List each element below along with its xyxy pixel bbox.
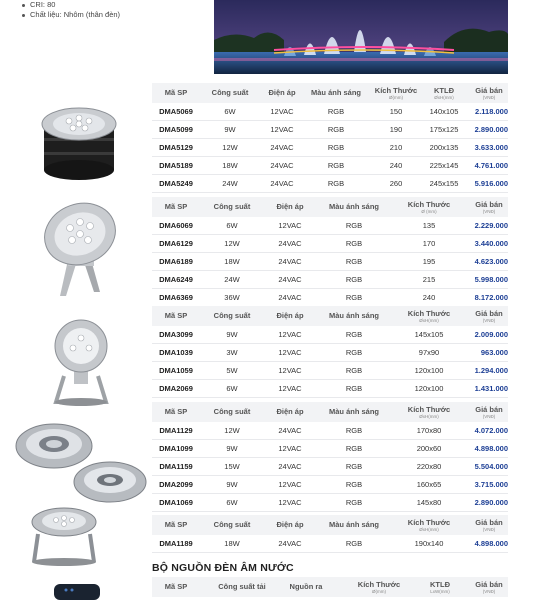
- cell-price: 5.504.000: [474, 462, 508, 471]
- cell-size: 150: [389, 107, 403, 116]
- table-dma60: [152, 197, 508, 307]
- table-row: [152, 175, 508, 193]
- cell-sku: DMA1069: [159, 498, 193, 507]
- col-color: Màu ánh sáng: [328, 311, 379, 320]
- col-sku: Mã SP: [164, 202, 188, 211]
- spec-list: [22, 0, 120, 20]
- cell-sku: DMA6189: [159, 257, 193, 266]
- cell-price: 4.072.000: [474, 426, 508, 435]
- cell-power: 15W: [224, 462, 240, 471]
- cell-size: 145x105: [414, 330, 444, 339]
- cell-power: 24W: [224, 275, 240, 284]
- cell-price: 4.761.000: [474, 161, 508, 170]
- table-row: [152, 139, 508, 157]
- col-size-unit: ØxH(mm): [419, 413, 439, 419]
- cell-color: RGB: [327, 107, 345, 116]
- cell-price: 4.623.000: [474, 257, 508, 266]
- col-voltage: Điện áp: [268, 88, 296, 97]
- cell-color: RGB: [345, 348, 363, 357]
- cell-power: 3W: [226, 348, 238, 357]
- cell-size: 120x100: [414, 366, 444, 375]
- cell-color: RGB: [345, 239, 363, 248]
- table-dma30: [152, 306, 508, 398]
- cell-size: 215: [422, 275, 436, 284]
- table-row: [152, 121, 508, 139]
- cell-cut: 140x105: [429, 107, 459, 116]
- col-color: Màu ánh sáng: [310, 88, 361, 97]
- cell-voltage: 24VAC: [278, 539, 302, 548]
- cell-voltage: 12VAC: [278, 480, 302, 489]
- cell-size: 195: [422, 257, 436, 266]
- col-voltage: Điện áp: [276, 520, 304, 529]
- cell-price: 3.633.000: [474, 143, 508, 152]
- table-dma11: [152, 402, 508, 512]
- cell-price: 4.898.000: [474, 539, 508, 548]
- cell-color: RGB: [345, 293, 363, 302]
- col-sku: Mã SP: [164, 311, 188, 320]
- col-voltage: Điện áp: [276, 407, 304, 416]
- cell-size: 210: [389, 143, 403, 152]
- cell-size: 260: [389, 179, 403, 188]
- cell-sku: DMA1059: [159, 366, 193, 375]
- table-header: [152, 515, 508, 535]
- col-price: Giá bán: [475, 199, 503, 209]
- col-size: Kích Thước: [407, 404, 451, 414]
- table-power-supply: [152, 577, 508, 597]
- table-row: [152, 271, 508, 289]
- cell-power: 9W: [224, 125, 236, 134]
- cell-power: 12W: [224, 426, 240, 435]
- cell-size: 200x60: [416, 444, 442, 453]
- cell-color: RGB: [327, 161, 345, 170]
- table-header: [152, 83, 508, 103]
- cell-price: 2.229.000: [474, 221, 508, 230]
- cell-voltage: 12VAC: [278, 221, 302, 230]
- cell-price: 4.898.000: [474, 444, 508, 453]
- cell-color: RGB: [345, 366, 363, 375]
- table-row: [152, 440, 508, 458]
- table-header: [152, 577, 508, 597]
- product-image-dma11: [14, 414, 150, 511]
- cell-power: 9W: [226, 330, 238, 339]
- cell-sku: DMA5129: [159, 143, 193, 152]
- cell-color: RGB: [345, 257, 363, 266]
- spec-item: Chất liệu: Nhôm (thân đèn): [22, 10, 120, 20]
- cell-voltage: 24VAC: [278, 257, 302, 266]
- cell-sku: DMA2069: [159, 384, 193, 393]
- table-row: [152, 535, 508, 553]
- cell-voltage: 24VAC: [278, 462, 302, 471]
- cell-cut: 245x155: [429, 179, 459, 188]
- table-header: [152, 306, 508, 326]
- cell-voltage: 24VAC: [278, 239, 302, 248]
- cell-color: RGB: [345, 275, 363, 284]
- col-size-unit: ØxH(mm): [419, 526, 439, 532]
- cell-color: RGB: [327, 179, 345, 188]
- col-price: Giá bán: [475, 308, 503, 318]
- cell-sku: DMA1189: [159, 539, 193, 548]
- cell-power: 6W: [226, 384, 238, 393]
- cell-voltage: 24VAC: [270, 179, 294, 188]
- col-cut: KTLĐ: [434, 85, 454, 95]
- cell-color: RGB: [345, 444, 363, 453]
- section-title-power-supply: BỘ NGUỒN ĐÈN ÂM NƯỚC: [152, 562, 294, 574]
- spec-item: CRI: 80: [22, 0, 120, 10]
- cell-cut: 175x125: [429, 125, 459, 134]
- cell-voltage: 12VAC: [270, 107, 294, 116]
- col-price-unit: (VNĐ): [482, 94, 496, 100]
- cell-color: RGB: [345, 330, 363, 339]
- cell-voltage: 24VAC: [270, 143, 294, 152]
- table-row: [152, 326, 508, 344]
- table-row: [152, 362, 508, 380]
- col-price: Giá bán: [475, 517, 503, 527]
- cell-price: 8.172.000: [474, 293, 508, 302]
- cell-sku: DMA1129: [159, 426, 193, 435]
- col-size-unit: Ø (mm): [421, 208, 437, 214]
- cell-power: 18W: [222, 161, 238, 170]
- cell-size: 120x100: [414, 384, 444, 393]
- cell-color: RGB: [345, 498, 363, 507]
- col-sku: Mã SP: [164, 407, 188, 416]
- col-cut-unit: ØxH(mm): [434, 94, 454, 100]
- table-row: [152, 422, 508, 440]
- cell-color: RGB: [327, 125, 345, 134]
- cell-power: 12W: [224, 239, 240, 248]
- cell-power: 36W: [224, 293, 240, 302]
- cell-sku: DMA1039: [159, 348, 193, 357]
- table-row: [152, 253, 508, 271]
- cell-power: 9W: [226, 444, 238, 453]
- cell-size: 170: [422, 239, 436, 248]
- col-size: Kích Thước: [357, 579, 401, 589]
- cell-voltage: 12VAC: [278, 384, 302, 393]
- cell-size: 240: [422, 293, 436, 302]
- col-color: Màu ánh sáng: [328, 202, 379, 211]
- cell-price: 3.440.000: [474, 239, 508, 248]
- table-row: [152, 289, 508, 307]
- cell-price: 5.916.000: [474, 179, 508, 188]
- cell-voltage: 12VAC: [278, 498, 302, 507]
- table-header: [152, 197, 508, 217]
- col-power: Công suất: [213, 520, 251, 529]
- col-voltage: Điện áp: [276, 311, 304, 320]
- cell-sku: DMA5249: [159, 179, 193, 188]
- col-power: Công suất: [213, 311, 251, 320]
- table-row: [152, 494, 508, 512]
- cell-cut: 200x135: [429, 143, 459, 152]
- cell-price: 2.118.000: [475, 107, 508, 116]
- cell-power: 6W: [226, 498, 238, 507]
- table-row: [152, 476, 508, 494]
- col-price: Giá bán: [475, 85, 503, 95]
- cell-power: 24W: [222, 179, 238, 188]
- cell-size: 240: [389, 161, 403, 170]
- cell-power: 18W: [224, 539, 240, 548]
- cell-power: 5W: [226, 366, 238, 375]
- product-image-power-supply: [52, 580, 104, 605]
- col-size: Kích Thước: [407, 517, 451, 527]
- cell-price: 2.009.000: [474, 330, 508, 339]
- col-sku: Mã SP: [164, 88, 188, 97]
- cell-size: 190x140: [414, 539, 444, 548]
- cell-price: 2.890.000: [474, 498, 508, 507]
- cell-power: 9W: [226, 480, 238, 489]
- cell-power: 6W: [224, 107, 236, 116]
- table-row: [152, 103, 508, 121]
- col-load: Công suất tải: [218, 582, 266, 591]
- cell-size: 170x80: [416, 426, 442, 435]
- cell-sku: DMA1099: [159, 444, 193, 453]
- cell-voltage: 12VAC: [278, 348, 302, 357]
- table-row: [152, 235, 508, 253]
- col-cut: KTLĐ: [430, 579, 450, 589]
- col-size: Kích Thước: [407, 199, 451, 209]
- product-image-dma60: [38, 200, 120, 305]
- cell-price: 2.890.000: [474, 125, 508, 134]
- cell-power: 18W: [224, 257, 240, 266]
- col-price: Giá bán: [475, 579, 503, 589]
- cell-price: 5.998.000: [474, 275, 508, 284]
- cell-color: RGB: [345, 539, 363, 548]
- col-price: Giá bán: [475, 404, 503, 414]
- product-image-dma50: [38, 102, 120, 187]
- cell-price: 963.000: [480, 348, 508, 357]
- cell-size: 190: [389, 125, 403, 134]
- col-color: Màu ánh sáng: [328, 407, 379, 416]
- fountain-photo: [214, 0, 508, 74]
- col-size: Kích Thước: [374, 85, 418, 95]
- col-power: Công suất: [211, 88, 249, 97]
- col-size-unit: Ø(mm): [389, 94, 403, 100]
- col-size-unit: Ø(mm): [372, 588, 386, 594]
- col-power: Công suất: [213, 202, 251, 211]
- col-power: Công suất: [213, 407, 251, 416]
- table-row: [152, 157, 508, 175]
- cell-sku: DMA1159: [159, 462, 193, 471]
- table-dma50: [152, 83, 508, 193]
- col-price-unit: (VNĐ): [482, 526, 496, 532]
- cell-sku: DMA6129: [159, 239, 193, 248]
- product-image-dma30: [46, 316, 116, 413]
- cell-color: RGB: [345, 480, 363, 489]
- cell-sku: DMA6069: [159, 221, 193, 230]
- table-row: [152, 380, 508, 398]
- cell-price: 1.294.000: [474, 366, 508, 375]
- cell-voltage: 24VAC: [278, 426, 302, 435]
- cell-size: 97x90: [418, 348, 440, 357]
- col-price-unit: (VNĐ): [482, 588, 496, 594]
- cell-voltage: 24VAC: [278, 293, 302, 302]
- cell-voltage: 12VAC: [270, 125, 294, 134]
- table-row: [152, 217, 508, 235]
- product-image-dma1189: [28, 504, 100, 571]
- cell-size: 135: [422, 221, 436, 230]
- col-cut-unit: LxW(mm): [430, 588, 450, 594]
- cell-voltage: 12VAC: [278, 444, 302, 453]
- cell-sku: DMA2099: [159, 480, 193, 489]
- col-sku: Mã SP: [164, 520, 188, 529]
- cell-color: RGB: [345, 462, 363, 471]
- col-size: Kích Thước: [407, 308, 451, 318]
- col-size-unit: ØxH(mm): [419, 317, 439, 323]
- table-row: [152, 458, 508, 476]
- cell-color: RGB: [327, 143, 345, 152]
- cell-size: 145x80: [416, 498, 442, 507]
- cell-voltage: 24VAC: [270, 161, 294, 170]
- cell-sku: DMA6249: [159, 275, 193, 284]
- cell-size: 220x80: [416, 462, 442, 471]
- cell-voltage: 12VAC: [278, 366, 302, 375]
- cell-price: 3.715.000: [474, 480, 508, 489]
- cell-color: RGB: [345, 384, 363, 393]
- col-price-unit: (VNĐ): [482, 208, 496, 214]
- cell-voltage: 24VAC: [278, 275, 302, 284]
- cell-color: RGB: [345, 426, 363, 435]
- cell-sku: DMA5069: [159, 107, 193, 116]
- cell-voltage: 12VAC: [278, 330, 302, 339]
- cell-power: 12W: [222, 143, 238, 152]
- cell-sku: DMA5189: [159, 161, 193, 170]
- table-dma1189: [152, 515, 508, 553]
- table-header: [152, 402, 508, 422]
- cell-size: 160x65: [416, 480, 442, 489]
- cell-sku: DMA5099: [159, 125, 193, 134]
- cell-sku: DMA3099: [159, 330, 193, 339]
- col-voltage: Điện áp: [276, 202, 304, 211]
- cell-color: RGB: [345, 221, 363, 230]
- cell-price: 1.431.000: [474, 384, 508, 393]
- col-color: Màu ánh sáng: [328, 520, 379, 529]
- cell-cut: 225x145: [429, 161, 459, 170]
- col-sku: Mã SP: [164, 582, 188, 591]
- cell-sku: DMA6369: [159, 293, 193, 302]
- cell-power: 6W: [226, 221, 238, 230]
- table-row: [152, 344, 508, 362]
- col-price-unit: (VNĐ): [482, 413, 496, 419]
- col-price-unit: (VNĐ): [482, 317, 496, 323]
- col-output: Nguồn ra: [289, 582, 323, 591]
